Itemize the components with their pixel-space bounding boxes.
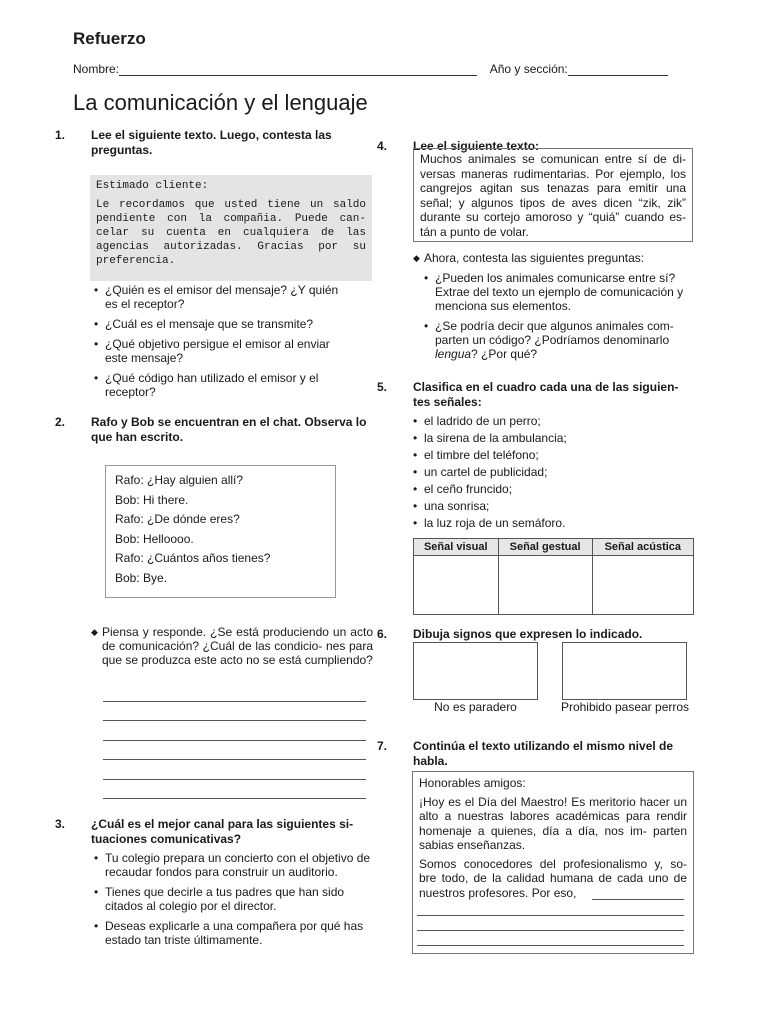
chat-line: Bob: Hi there.: [115, 492, 189, 507]
answer-line[interactable]: [103, 798, 366, 799]
question-4-prompt-text: Ahora, contesta las siguientes preguntas:: [424, 251, 645, 265]
diamond-bullet-icon: ◆: [91, 627, 98, 637]
chat-line: Bob: Bye.: [115, 570, 168, 585]
diamond-bullet-icon: ◆: [413, 253, 420, 263]
letter-body: Le recordamos que usted tiene un saldo pendiente con la compañia. Puede can- celar su cuenta en cualquiera de las agencias autorizadas. Gracias por su preferencia.: [96, 199, 366, 267]
chat-box: [105, 465, 336, 598]
question-1-text: Lee el siguiente texto. Luego, contesta las preguntas.: [91, 128, 332, 157]
question-3-heading: [55, 817, 373, 847]
signal-classification-table: [413, 538, 694, 615]
list-item: • Tienes que decirle a tus padres que han sido citados al colegio por el director.: [91, 885, 373, 913]
question-2-text: Rafo y Bob se encuentran en el chat. Observa lo que han escrito.: [91, 415, 367, 444]
drawing-box-no-bus-stop[interactable]: [413, 642, 538, 700]
question-6-heading: [377, 627, 695, 642]
letter-greeting: Honorables amigos:: [419, 776, 526, 790]
question-2-prompt: [91, 625, 373, 667]
drawing-caption-no-dogs: Prohibido pasear perros: [560, 700, 690, 714]
list-item: • ¿Quién es el emisor del mensaje? ¿Y quién es el receptor?: [91, 283, 351, 311]
answer-line[interactable]: [103, 740, 366, 741]
table-answer-cell[interactable]: [414, 556, 499, 615]
list-item: • ¿Pueden los animales comunicarse entre sí? Extrae del texto un ejemplo de comunicación y menciona sus elementos.: [421, 271, 695, 313]
answer-line[interactable]: [103, 701, 366, 702]
continuation-line[interactable]: [417, 930, 684, 931]
question-7-heading: [377, 739, 695, 769]
question-6-number: 6.: [377, 627, 388, 641]
question-5-heading: [377, 380, 695, 410]
continuation-line[interactable]: [417, 945, 684, 946]
list-item: • un cartel de publicidad;: [410, 465, 670, 479]
table-header-row: [414, 539, 694, 556]
teachers-day-letter-box: [412, 771, 694, 954]
question-7-text: Continúa el texto utilizando el mismo nivel de habla.: [413, 739, 674, 768]
name-field-line[interactable]: [119, 63, 477, 76]
question-4-text: Lee el siguiente texto:: [413, 139, 540, 153]
letter-paragraph: ¡Hoy es el Día del Maestro! Es meritorio hacer un alto a nuestras labores académicas para rendir homenaje a quienes, día a día, nos im- parten sabias enseñanzas.: [419, 794, 687, 852]
table-header-cell: Señal visual: [414, 539, 499, 556]
table-answer-cell[interactable]: [592, 556, 693, 615]
list-item: • Deseas explicarle a una compañera por qué has estado tan triste últimamente.: [91, 919, 373, 947]
animal-communication-passage-box: [413, 148, 693, 242]
list-item: • Tu colegio prepara un concierto con el objetivo de recaudar fondos para construir un auditorio.: [91, 851, 373, 879]
list-item: • el timbre del teléfono;: [410, 448, 670, 462]
worksheet-type-title: Refuerzo: [73, 29, 146, 48]
continuation-line[interactable]: [592, 899, 684, 900]
list-item-text: ¿Se podría decir que algunos animales com- parten un código? ¿Podríamos denominarlo: [435, 319, 674, 347]
table-row: [414, 556, 694, 615]
chat-line: Rafo: ¿De dónde eres?: [115, 512, 240, 527]
year-section-field-line[interactable]: [568, 63, 668, 76]
table-answer-cell[interactable]: [498, 556, 592, 615]
question-3-number: 3.: [55, 817, 66, 831]
page-title: La comunicación y el lenguaje: [73, 90, 368, 115]
answer-line[interactable]: [103, 759, 366, 760]
chat-line: Rafo: ¿Cuántos años tienes?: [115, 551, 271, 566]
chat-line: Bob: Helloooo.: [115, 531, 194, 546]
question-3-list: [91, 851, 373, 953]
question-3-text: ¿Cuál es el mejor canal para las siguientes si- tuaciones comunicativas?: [91, 817, 354, 846]
table-header-cell: Señal gestual: [498, 539, 592, 556]
question-1-list: [91, 283, 351, 405]
name-label: Nombre:: [73, 62, 120, 76]
year-section-label: Año y sección:: [489, 62, 568, 76]
question-2-number: 2.: [55, 415, 66, 429]
customer-letter-box: [90, 175, 372, 281]
list-item: • ¿Cuál es el mensaje que se transmite?: [91, 317, 351, 331]
continuation-line[interactable]: [417, 915, 684, 916]
list-item: • la sirena de la ambulancia;: [410, 431, 670, 445]
list-item-text: ? ¿Por qué?: [471, 347, 538, 361]
passage-text: Muchos animales se comunican entre sí de di- versas maneras rudimentarias. Por ejemplo, los cangrejos agitan sus tenazas para emitir una señal; y algunos tipos de aves dicen “zik, zik” durante su cortejo amoroso y “quiá” cuando es- tán a punto de volar.: [420, 152, 686, 239]
question-4-list: [421, 271, 695, 367]
list-item: • el ceño fruncido;: [410, 482, 670, 496]
question-1-number: 1.: [55, 128, 66, 142]
question-4-prompt: [413, 251, 698, 265]
drawing-box-no-dogs[interactable]: [562, 642, 687, 700]
question-4-number: 4.: [377, 139, 388, 153]
answer-line[interactable]: [103, 779, 366, 780]
student-info-line: [73, 62, 683, 76]
list-item: • ¿Qué código han utilizado el emisor y el receptor?: [91, 371, 351, 399]
question-6-text: Dibuja signos que expresen lo indicado.: [413, 627, 643, 641]
list-item: [421, 319, 695, 361]
question-1-heading: [55, 128, 373, 158]
question-5-signal-list: [410, 414, 670, 533]
list-item: • ¿Qué objetivo persigue el emisor al enviar este mensaje?: [91, 337, 351, 365]
question-7-number: 7.: [377, 739, 388, 753]
list-item: • el ladrido de un perro;: [410, 414, 670, 428]
question-2-heading: [55, 415, 373, 445]
question-5-number: 5.: [377, 380, 388, 394]
question-2-prompt-text: Piensa y responde. ¿Se está produciendo un acto de comunicación? ¿Cuál de las condicio- nes para que se produzca este acto no se está cumpliendo?: [102, 625, 373, 667]
question-5-text: Clasifica en el cuadro cada una de las siguien- tes señales:: [413, 380, 679, 409]
table-header-cell: Señal acústica: [592, 539, 693, 556]
list-item: • una sonrisa;: [410, 499, 670, 513]
chat-line: Rafo: ¿Hay alguien allí?: [115, 473, 244, 487]
answer-line[interactable]: [103, 720, 366, 721]
letter-paragraph: Somos conocedores del profesionalismo y, so- bre todo, de la calidad humana de cada uno de nuestros profesores. Por eso,: [419, 856, 687, 900]
italic-term: lengua: [435, 347, 472, 361]
drawing-caption-no-bus-stop: No es paradero: [434, 700, 517, 714]
list-item: • la luz roja de un semáforo.: [410, 516, 670, 530]
letter-greeting: Estimado cliente:: [96, 180, 209, 192]
